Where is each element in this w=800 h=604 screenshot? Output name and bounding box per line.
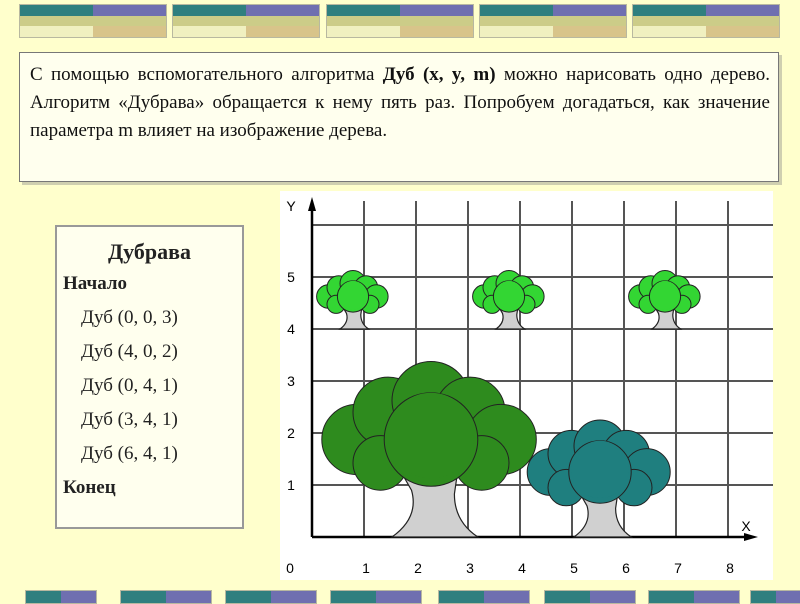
tree-crown-fill [571, 441, 628, 498]
x-axis-label: X [741, 518, 751, 534]
x-tick-label: 2 [414, 560, 422, 576]
header-decoration-block [479, 4, 627, 38]
paragraph-text-1: С помощью вспомогательного алгоритма [30, 64, 383, 85]
x-tick-label: 5 [570, 560, 578, 576]
algorithm-title: Дубрава [108, 239, 191, 264]
tree-crown-fill [495, 281, 524, 310]
x-tick-label: 4 [518, 560, 526, 576]
paragraph-text-2: можно нарисовать одно дерево. Алгоритм «Дубрава» обращается к нему пять раз. Попробуем догадаться, как значение параметра m влияет на изображение дерева. [30, 64, 771, 141]
footer-decoration-block [25, 590, 97, 604]
y-tick-label: 1 [287, 477, 295, 493]
x-tick-label: 6 [622, 560, 630, 576]
y-tick-label: 2 [287, 425, 295, 441]
header-decoration-block [326, 4, 474, 38]
x-tick-label: 3 [466, 560, 474, 576]
y-tick-label: 3 [287, 373, 295, 389]
y-tick-label: 5 [287, 269, 295, 285]
algorithm-call-1: Дуб (0, 0, 3) [81, 307, 178, 328]
footer-decoration-block [750, 590, 800, 604]
header-decoration-block [632, 4, 780, 38]
x-tick-label: 8 [726, 560, 734, 576]
footer-decoration-block [544, 590, 636, 604]
tree-crown-fill [651, 281, 680, 310]
footer-decoration-block [225, 590, 317, 604]
tree-crown-fill [339, 281, 368, 310]
footer-decoration-block [648, 590, 740, 604]
x-tick-label: 7 [674, 560, 682, 576]
algorithm-call-3: Дуб (0, 4, 1) [81, 375, 178, 396]
plot-background [280, 191, 773, 580]
header-decoration [0, 4, 800, 38]
header-decoration-block [19, 4, 167, 38]
algorithm-call-4: Дуб (3, 4, 1) [81, 409, 178, 430]
footer-decoration-block [120, 590, 212, 604]
header-decoration-block [172, 4, 320, 38]
x-tick-label: 1 [362, 560, 370, 576]
algorithm-call-5: Дуб (6, 4, 1) [81, 443, 178, 464]
footer-decoration-block [330, 590, 422, 604]
description-paragraph [19, 52, 779, 182]
tree-grid-plot [280, 191, 773, 580]
y-tick-label: 4 [287, 321, 295, 337]
algorithm-box [55, 225, 244, 529]
footer-decoration-block [438, 590, 530, 604]
algorithm-call-2: Дуб (4, 0, 2) [81, 341, 178, 362]
paragraph-algorithm-call: Дуб (x, y, m) [382, 64, 496, 85]
footer-decoration [0, 590, 800, 600]
tree-crown-fill [388, 393, 474, 479]
algorithm-begin: Начало [63, 273, 128, 294]
x-tick-label: 0 [286, 560, 294, 576]
algorithm-end: Конец [63, 477, 116, 498]
y-axis-label: Y [286, 198, 296, 214]
